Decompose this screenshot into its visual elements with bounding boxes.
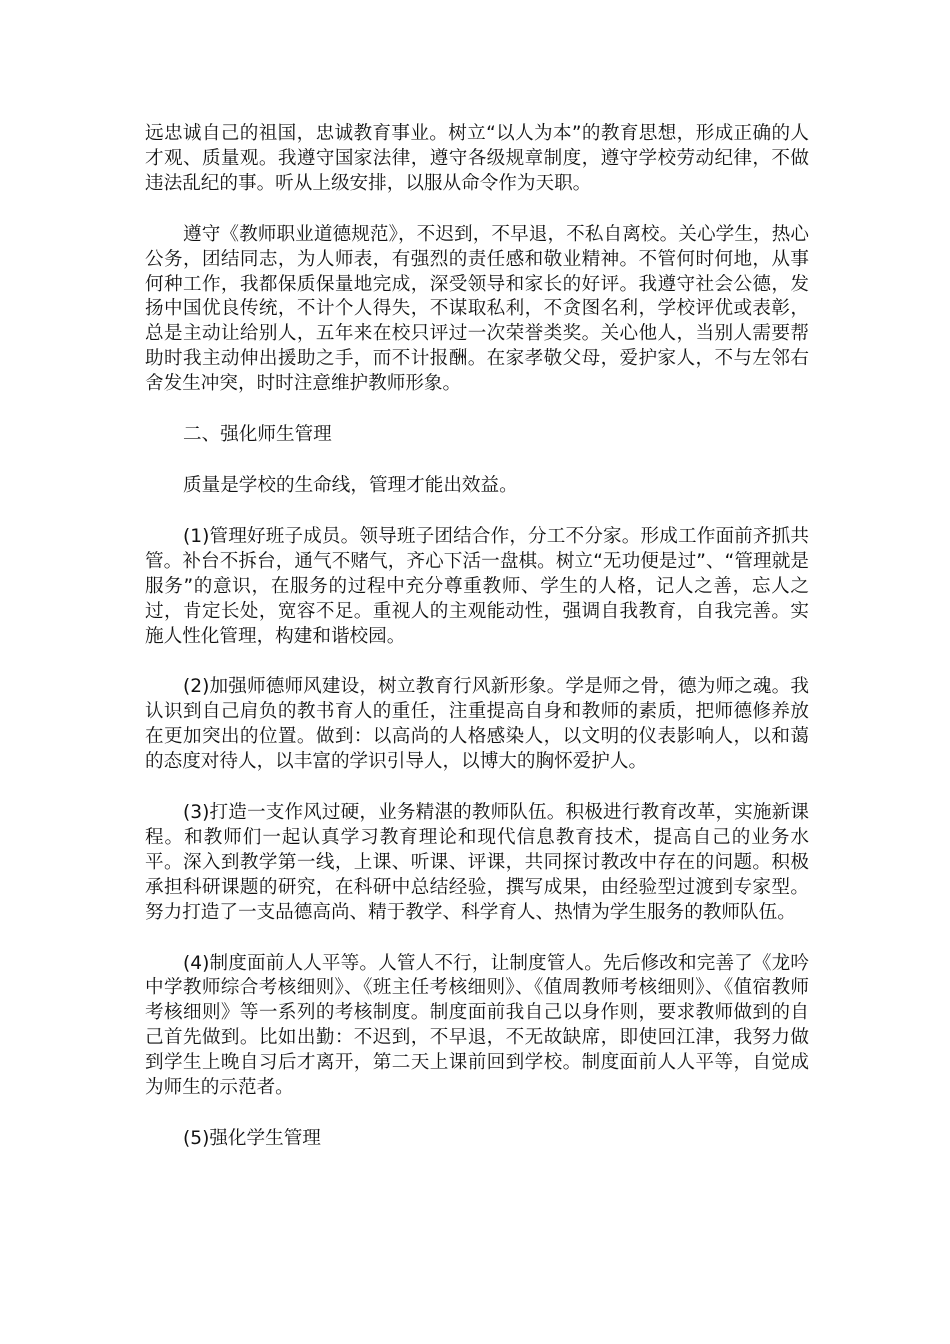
paragraph-item-3: (3)打造一支作风过硬，业务精湛的教师队伍。积极进行教育改革，实施新课程。和教师们一起认真学习教育理论和现代信息教育技术，提高自己的业务水平。深入到教学第一线，上课、听课、评课，共同探讨教改中存在的问题。积极承担科研课题的研究，在科研中总结经验，撰写成果，由经验型过渡到专家型。努力打造了一支品德高尚、精于教学、科学育人、热情为学生服务的教师队伍。 bbox=[145, 802, 809, 923]
paragraph-2: 遵守《教师职业道德规范》，不迟到，不早退，不私自离校。关心学生，热心公务，团结同志，为人师表，有强烈的责任感和敬业精神。不管何时何地，从事何种工作，我都保质保量地完成，深受领导和家长的好评。我遵守社会公德，发扬中国优良传统，不计个人得失，不谋取私利，不贪图名利，学校评优或表彰，总是主动让给别人，五年来在校只评过一次荣誉类奖。关心他人，当别人需要帮助时我主动伸出援助之手，而不计报酬。在家孝敬父母，爱护家人，不与左邻右舍发生冲突，时时注意维护教师形象。 bbox=[145, 223, 809, 395]
paragraph-item-1: (1)管理好班子成员。领导班子团结合作，分工不分家。形成工作面前齐抓共管。补台不拆台，通气不赌气，齐心下活一盘棋。树立“无功便是过”、“管理就是服务”的意识，在服务的过程中充分尊重教师、学生的人格，记人之善，忘人之过，肯定长处，宽容不足。重视人的主观能动性，强调自我教育，自我完善。实施人性化管理，构建和谐校园。 bbox=[145, 525, 809, 647]
paragraph-1: 远忠诚自己的祖国，忠诚教育事业。树立“以人为本”的教育思想，形成正确的人才观、质量观。我遵守国家法律，遵守各级规章制度，遵守学校劳动纪律，不做违法乱纪的事。听从上级安排，以服从命令作为天职。 bbox=[145, 123, 809, 194]
paragraph-intro: 质量是学校的生命线，管理才能出效益。 bbox=[183, 474, 518, 496]
paragraph-item-5: (5)强化学生管理 bbox=[183, 1128, 321, 1149]
paragraph-item-4: (4)制度面前人人平等。人管人不行，让制度管人。先后修改和完善了《龙吟中学教师综合考核细则》、《班主任考核细则》、《值周教师考核细则》、《值宿教师考核细则》等一系列的考核制度。制度面前我自己以身作则，要求教师做到的自己首先做到。比如出勤：不迟到，不早退，不无故缺席，即使回江津，我努力做到学生上晚自习后才离开，第二天上课前回到学校。制度面前人人平等，自觉成为师生的示范者。 bbox=[145, 952, 809, 1099]
section-heading: 二、强化师生管理 bbox=[183, 424, 332, 446]
paragraph-item-2: (2)加强师德师风建设，树立教育行风新形象。学是师之骨，德为师之魂。我认识到自己肩负的教书育人的重任，注重提高自身和教师的素质，把师德修养放在更加突出的位置。做到：以高尚的人格感染人，以文明的仪表影响人，以和蔼的态度对待人，以丰富的学识引导人，以博大的胸怀爱护人。 bbox=[145, 676, 809, 773]
document-body bbox=[145, 122, 809, 1178]
